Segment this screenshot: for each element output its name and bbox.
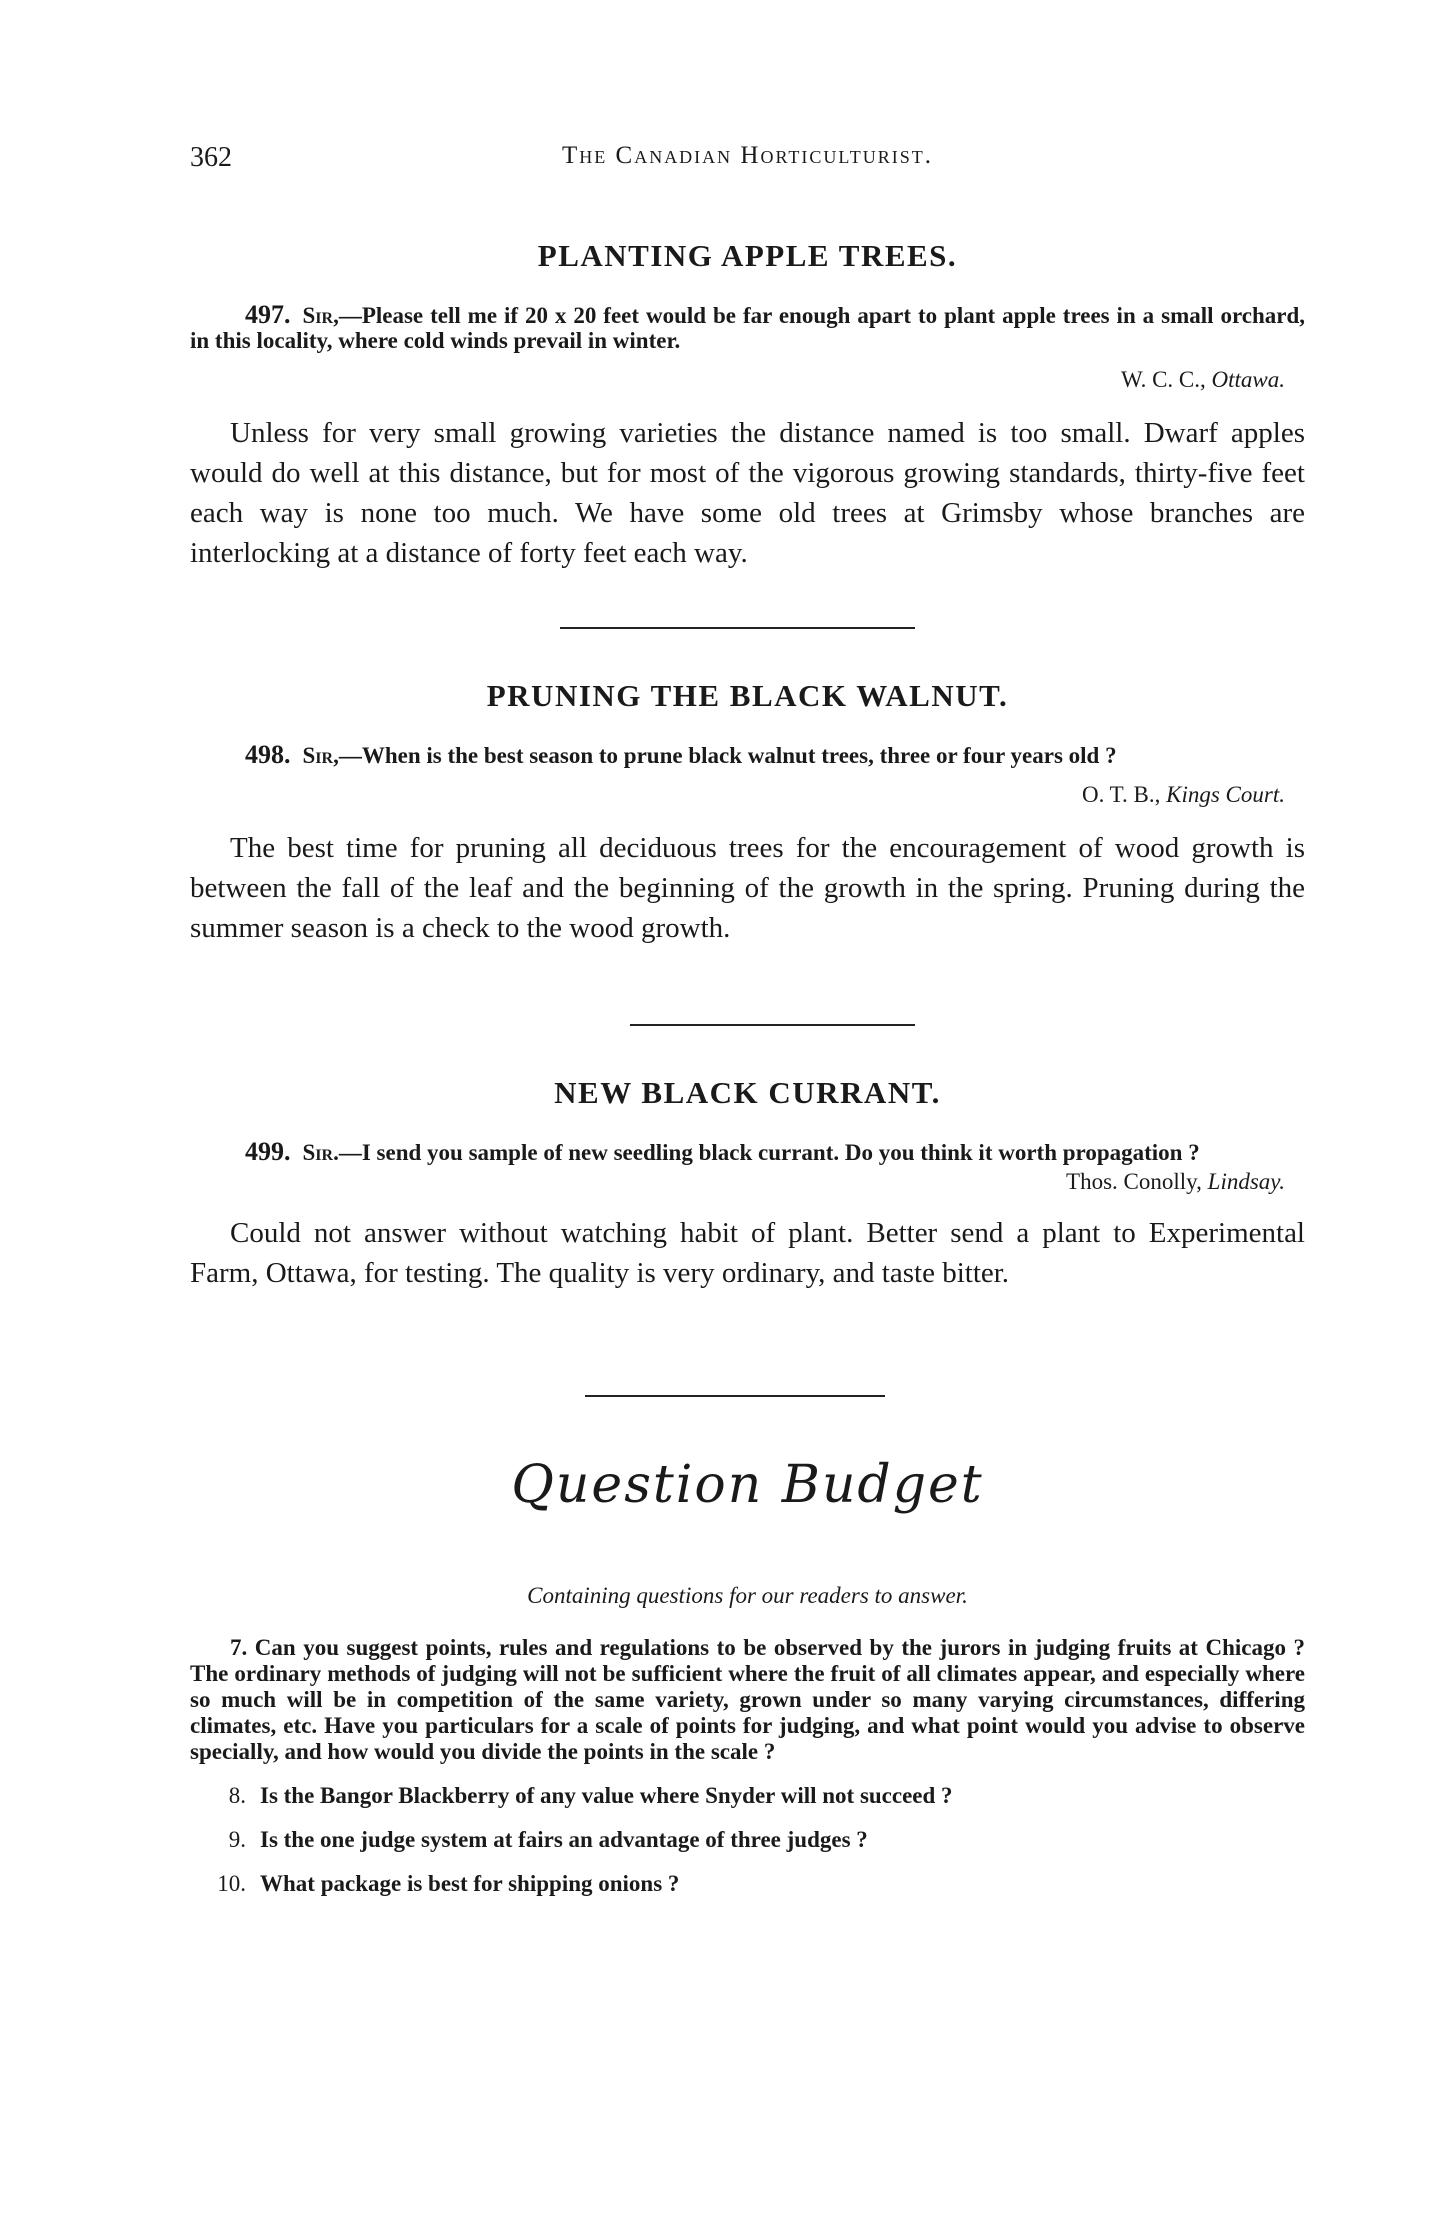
question-budget-title: Question Budget <box>511 1455 984 1515</box>
item-text: Can you suggest points, rules and regulations to be observed by the jurors in judging fruits at Chicago ? The ordinary methods of judging will not be sufficient where the fruit of all climates appear, and especially where so much will be in competition of the same variety, grown under so many varying circumstances, differing climates, etc. Have you particulars for a scale of points for judging, and what point would you advise to observe specially, and how would you divide the points in the scale ? <box>190 1635 1305 1764</box>
item-text: Is the one judge system at fairs an advantage of three judges ? <box>260 1827 868 1852</box>
item-text: Is the Bangor Blackberry of any value where Snyder will not succeed ? <box>260 1783 953 1808</box>
salutation: Sir, <box>302 303 339 328</box>
answer-text: Could not answer without watching habit of plant. Better send a plant to Experimental Farm, Ottawa, for testing. The quality is very ordinary, and taste bitter. <box>190 1217 1305 1289</box>
list-item <box>190 1635 1305 1765</box>
section-title: PLANTING APPLE TREES. <box>537 238 958 273</box>
question-budget-list <box>190 1635 1305 1915</box>
signature-initials: W. C. C., <box>1120 367 1206 392</box>
item-number: 7. <box>230 1635 248 1660</box>
section-pruning-black-walnut <box>190 678 1305 948</box>
answer-text: The best time for pruning all deciduous trees for the encouragement of wood growth is between the fall of the leaf and the beginning of the growth in the spring. Pruning during the summer season is a check to the wood growth. <box>190 832 1305 944</box>
question-text <box>190 742 1305 768</box>
section-divider <box>585 1395 885 1397</box>
salutation: Sir. <box>302 1140 339 1165</box>
section-title: PRUNING THE BLACK WALNUT. <box>486 678 1009 713</box>
item-text: What package is best for shipping onions ? <box>260 1871 680 1896</box>
item-number: 10. <box>217 1871 246 1896</box>
section-divider <box>630 1024 915 1026</box>
item-number: 8. <box>228 1783 246 1808</box>
list-item <box>190 1783 1305 1809</box>
signature-place: Lindsay. <box>1207 1169 1285 1194</box>
question-number: 499. <box>245 1137 291 1166</box>
list-item <box>190 1871 1305 1897</box>
section-planting-apple-trees <box>190 238 1305 573</box>
question-text <box>190 302 1305 353</box>
signature-initials: Thos. Conolly, <box>1066 1169 1202 1194</box>
question-number: 498. <box>245 740 291 769</box>
signature <box>190 1169 1305 1195</box>
list-item <box>190 1827 1305 1853</box>
item-number: 9. <box>228 1827 246 1852</box>
question-number: 497. <box>245 300 291 329</box>
question-text <box>190 1139 1305 1165</box>
page-header <box>190 142 1305 182</box>
page-number: 362 <box>190 142 232 173</box>
answer-text: Unless for very small growing varieties the distance named is too small. Dwarf apples would do well at this distance, but for most of the vigorous growing standards, thirty-five feet each way is none too much. We have some old trees at Grimsby whose branches are interlocking at a distance of forty feet each way. <box>190 417 1305 569</box>
section-divider <box>560 627 915 629</box>
signature-place: Ottawa. <box>1211 367 1285 392</box>
signature-initials: O. T. B., <box>1081 782 1161 807</box>
section-title: NEW BLACK CURRANT. <box>554 1075 941 1110</box>
question-body: —Please tell me if 20 x 20 feet would be far enough apart to plant apple trees in a small orchard, in this locality, where cold winds prevail in winter. <box>190 303 1305 353</box>
signature <box>190 367 1305 393</box>
salutation: Sir, <box>302 743 339 768</box>
question-body: —When is the best season to prune black walnut trees, three or four years old ? <box>338 743 1117 768</box>
running-head: The Canadian Horticulturist. <box>562 142 933 169</box>
signature <box>190 782 1305 808</box>
section-new-black-currant <box>190 1075 1305 1293</box>
question-body: —I send you sample of new seedling black currant. Do you think it worth propagation ? <box>338 1140 1200 1165</box>
signature-place: Kings Court. <box>1166 782 1285 807</box>
question-budget-subtitle: Containing questions for our readers to answer. <box>527 1583 968 1608</box>
